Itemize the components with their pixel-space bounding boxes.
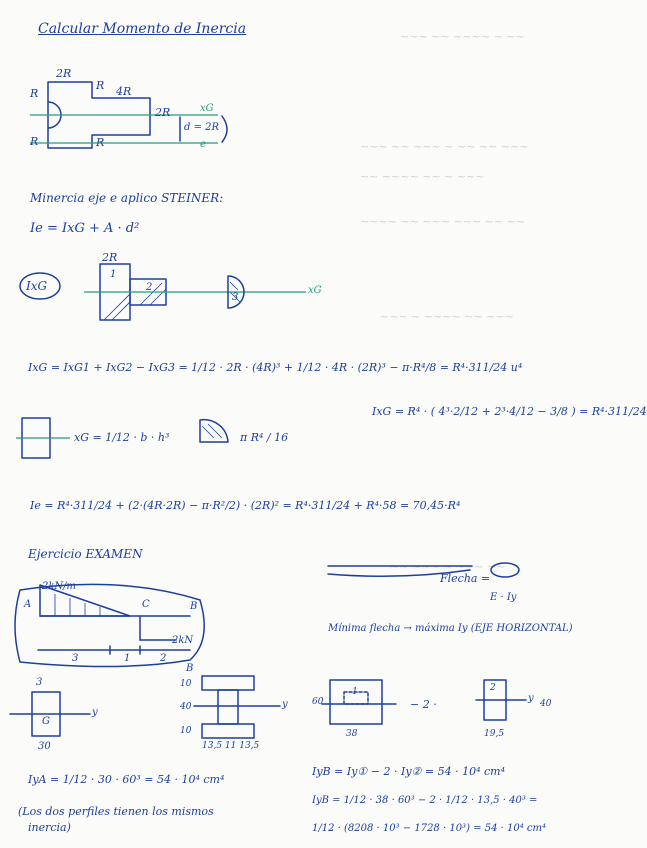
section-b-40: 40: [180, 702, 192, 712]
section-a-top: 3: [36, 677, 43, 688]
bleed-through-text: ~~ ~~~~ ~~ ~ ~~~: [360, 170, 485, 183]
page-title: Calcular Momento de Inercia: [38, 21, 247, 37]
bleed-through-text: ~~~ ~~ ~~~~ ~ ~~: [400, 30, 525, 43]
section-a-axis-y: y: [92, 707, 98, 718]
bleed-through-text: ~~~ ~~ ~~~ ~ ~~ ~~ ~~~: [360, 140, 529, 153]
section-b-axis-y: y: [282, 699, 288, 710]
section-b-10a: 10: [180, 679, 192, 689]
point-c: C: [142, 599, 150, 610]
fig1-top-label: 2R: [56, 67, 72, 80]
section-c-2: 2: [490, 683, 496, 693]
steiner-formula: Ie = IxG + A · d²: [30, 221, 140, 236]
fig1-label-4r: 4R: [116, 85, 132, 98]
fig1-r-inner-bottom: R: [96, 136, 105, 149]
dim-1: 1: [124, 653, 131, 664]
fig2-ixg-label: IxG: [26, 279, 48, 293]
fig1-axis-xg: xG: [200, 103, 214, 114]
bleed-through-text: ~~ ~~~ ~ ~~~ ~~: [390, 560, 506, 573]
ixg-result: IxG = R⁴ · ( 4³·2/12 + 2³·4/12 − 3/8 ) = R⁴·311/24: [372, 405, 647, 418]
section-a-g: G: [42, 716, 50, 727]
quarter-circle-formula: π R⁴ / 16: [240, 431, 289, 444]
ixg-expansion: IxG = IxG1 + IxG2 − IxG3 = 1/12 · 2R · (4R)³ + 1/12 · 4R · (2R)³ − π·R⁴/8 = R⁴·311/24 u⁴: [28, 361, 523, 374]
section-b-10b: 10: [180, 726, 192, 736]
fig2-part1: 1: [110, 269, 117, 280]
fig1-d-label: d = 2R: [184, 122, 220, 133]
iyb-formula-2: IyB = 1/12 · 38 · 60³ − 2 · 1/12 · 13,5 · 40³ =: [312, 795, 538, 806]
bleed-through-text: ~~~~ ~~ ~~~ ~~~ ~~ ~~: [360, 215, 525, 228]
fig1-label-2r: 2R: [155, 106, 171, 119]
same-inertia-note-2: inercia): [28, 821, 71, 834]
section-c-60: 60: [312, 697, 324, 707]
fig2-part2: 2: [146, 282, 153, 293]
fig1-r-bottomleft: R: [30, 135, 39, 148]
section-a-bottom: 30: [38, 741, 51, 752]
dim-2: 2: [160, 653, 167, 664]
fig2-top-2r: 2R: [102, 251, 118, 264]
section-c-38: 38: [346, 729, 358, 739]
same-inertia-note-1: (Los dos perfiles tienen los mismos: [18, 805, 214, 818]
dim-3: 3: [72, 653, 79, 664]
point-b: B: [190, 601, 198, 612]
bleed-through-text: ~~~ ~ ~~~~ ~~ ~~~: [380, 310, 514, 323]
flecha-denominator: E · Iy: [490, 592, 517, 603]
steiner-intro: Minercia eje e aplico STEINER:: [30, 191, 224, 205]
iya-formula: IyA = 1/12 · 30 · 60³ = 54 · 10⁴ cm⁴: [28, 773, 225, 786]
section-c-minus: − 2 ·: [410, 698, 437, 711]
exam-heading: Ejercicio EXAMEN: [28, 547, 143, 561]
fig2-part3: 3: [232, 292, 239, 303]
rect-inertia-formula: xG = 1/12 · b · h³: [74, 431, 170, 444]
flecha-label: Flecha =: [440, 572, 491, 585]
section-c-1: 1: [352, 687, 358, 697]
section-c-19-5: 19,5: [484, 729, 505, 739]
fig1-r-topleft: R: [30, 87, 39, 100]
section-b-label: B: [186, 663, 194, 674]
iyb-formula-1: IyB = Iy① − 2 · Iy② = 54 · 10⁴ cm⁴: [312, 765, 505, 778]
section-b-dims: 13,5 11 13,5: [202, 741, 260, 751]
iyb-formula-3: 1/12 · (8208 · 10³ − 1728 · 10³) = 54 · 10⁴ cm⁴: [312, 823, 546, 834]
ie-result: Ie = R⁴·311/24 + (2·(4R·2R) − π·R²/2) · (2R)² = R⁴·311/24 + R⁴·58 = 70,45·R⁴: [30, 499, 461, 512]
point-a: A: [24, 599, 32, 610]
fig1-axis-e: e: [200, 139, 206, 150]
minimum-deflection-note: Mínima flecha → máxima Iy (EJE HORIZONTAL): [328, 623, 573, 634]
fig2-axis: xG: [308, 285, 322, 296]
section-c-40: 40: [540, 699, 552, 709]
force-label: 2kN: [172, 635, 194, 646]
section-c-axis-y: y: [528, 693, 534, 704]
load-label: 2kN/m: [42, 581, 77, 592]
fig1-r-inner-top: R: [96, 79, 105, 92]
